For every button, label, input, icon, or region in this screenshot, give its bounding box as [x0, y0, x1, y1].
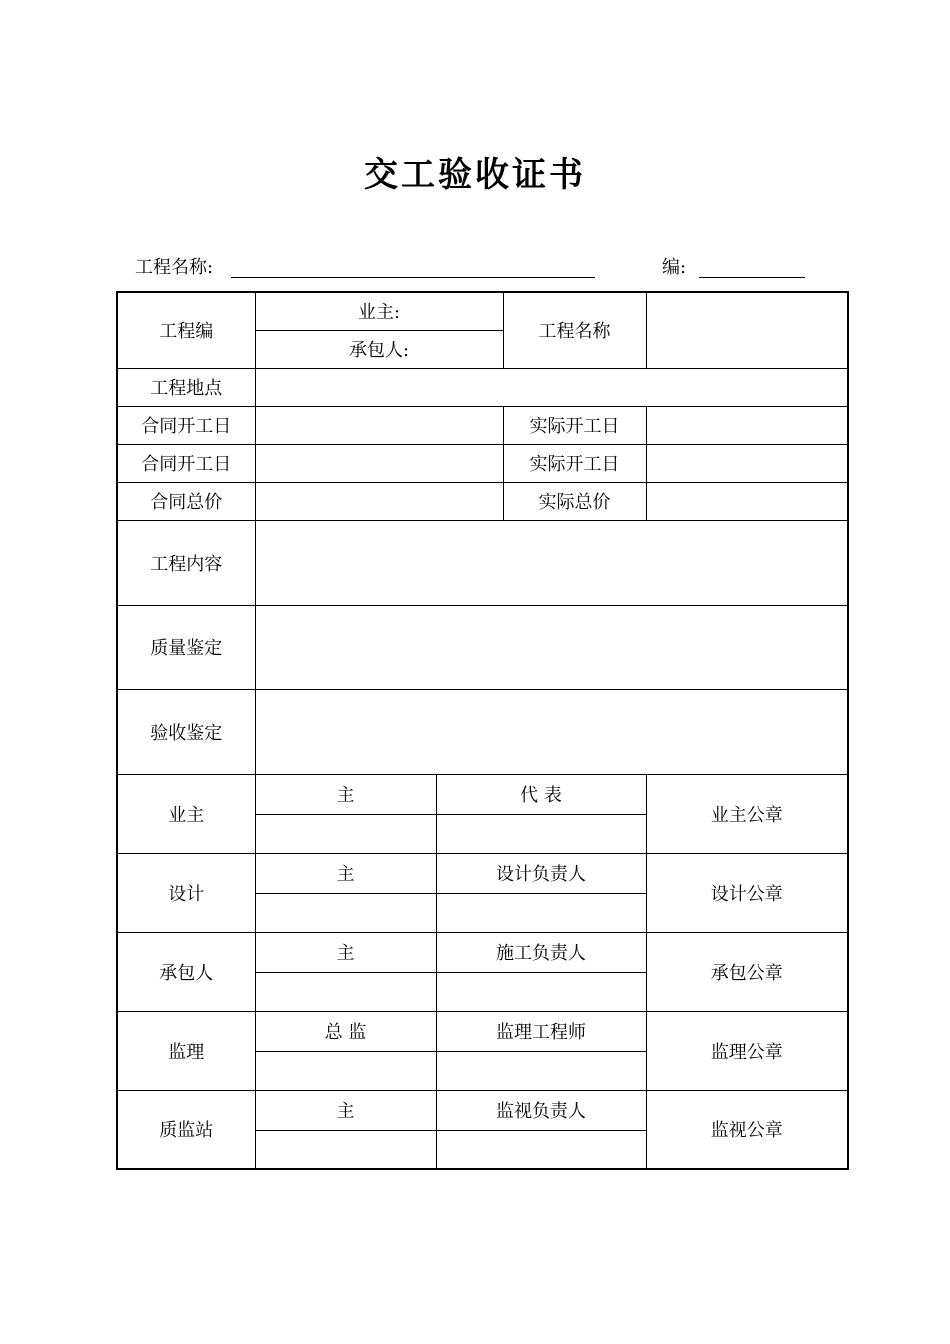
party-seal: 监视公章 [646, 1090, 848, 1169]
acceptance-label: 验收鉴定 [117, 689, 255, 774]
project-code-label: 工程编 [117, 292, 255, 368]
party-col1-header: 主 [255, 774, 436, 814]
party-seal: 业主公章 [646, 774, 848, 853]
contract-start-value [255, 406, 503, 444]
party-col2-value [436, 972, 646, 1011]
contract-start-label: 合同开工日 [117, 406, 255, 444]
number-underline [699, 277, 805, 278]
project-name-value [646, 292, 848, 368]
quality-value [255, 605, 848, 689]
contract-start-value-2 [255, 444, 503, 482]
party-col2-header: 代 表 [436, 774, 646, 814]
acceptance-form-table [116, 291, 849, 1170]
party-name: 监理 [117, 1011, 255, 1090]
actual-price-value [646, 482, 848, 520]
actual-start-label: 实际开工日 [503, 406, 646, 444]
party-name: 质监站 [117, 1090, 255, 1169]
party-col1-header: 总 监 [255, 1011, 436, 1051]
location-label: 工程地点 [117, 368, 255, 406]
party-col1-value [255, 972, 436, 1011]
party-col2-header: 监理工程师 [436, 1011, 646, 1051]
actual-price-label: 实际总价 [503, 482, 646, 520]
actual-start-label-2: 实际开工日 [503, 444, 646, 482]
party-seal: 设计公章 [646, 853, 848, 932]
party-col2-header: 施工负责人 [436, 932, 646, 972]
content-value [255, 520, 848, 605]
content-label: 工程内容 [117, 520, 255, 605]
project-name-label: 工程名称: [135, 257, 214, 278]
location-value [255, 368, 848, 406]
actual-start-value-2 [646, 444, 848, 482]
quality-label: 质量鉴定 [117, 605, 255, 689]
party-col1-value [255, 1051, 436, 1090]
party-col1-value [255, 893, 436, 932]
number-label: 编: [662, 257, 687, 278]
actual-start-value [646, 406, 848, 444]
party-name: 承包人 [117, 932, 255, 1011]
party-col1-header: 主 [255, 853, 436, 893]
party-col2-header: 设计负责人 [436, 853, 646, 893]
party-name: 设计 [117, 853, 255, 932]
party-seal: 监理公章 [646, 1011, 848, 1090]
party-col2-value [436, 1051, 646, 1090]
acceptance-value [255, 689, 848, 774]
contract-price-label: 合同总价 [117, 482, 255, 520]
project-name-cell-label: 工程名称 [503, 292, 646, 368]
contract-start-label-2: 合同开工日 [117, 444, 255, 482]
party-col1-header: 主 [255, 1090, 436, 1130]
party-col1-header: 主 [255, 932, 436, 972]
party-col2-value [436, 1130, 646, 1169]
party-col2-value [436, 814, 646, 853]
project-name-underline [231, 277, 595, 278]
owner-label: 业主: [255, 292, 503, 330]
document-title: 交工验收证书 [364, 155, 586, 195]
party-name: 业主 [117, 774, 255, 853]
party-col2-header: 监视负责人 [436, 1090, 646, 1130]
party-col1-value [255, 1130, 436, 1169]
party-seal: 承包公章 [646, 932, 848, 1011]
party-col2-value [436, 893, 646, 932]
party-col1-value [255, 814, 436, 853]
contract-price-value [255, 482, 503, 520]
contractor-label: 承包人: [255, 330, 503, 368]
